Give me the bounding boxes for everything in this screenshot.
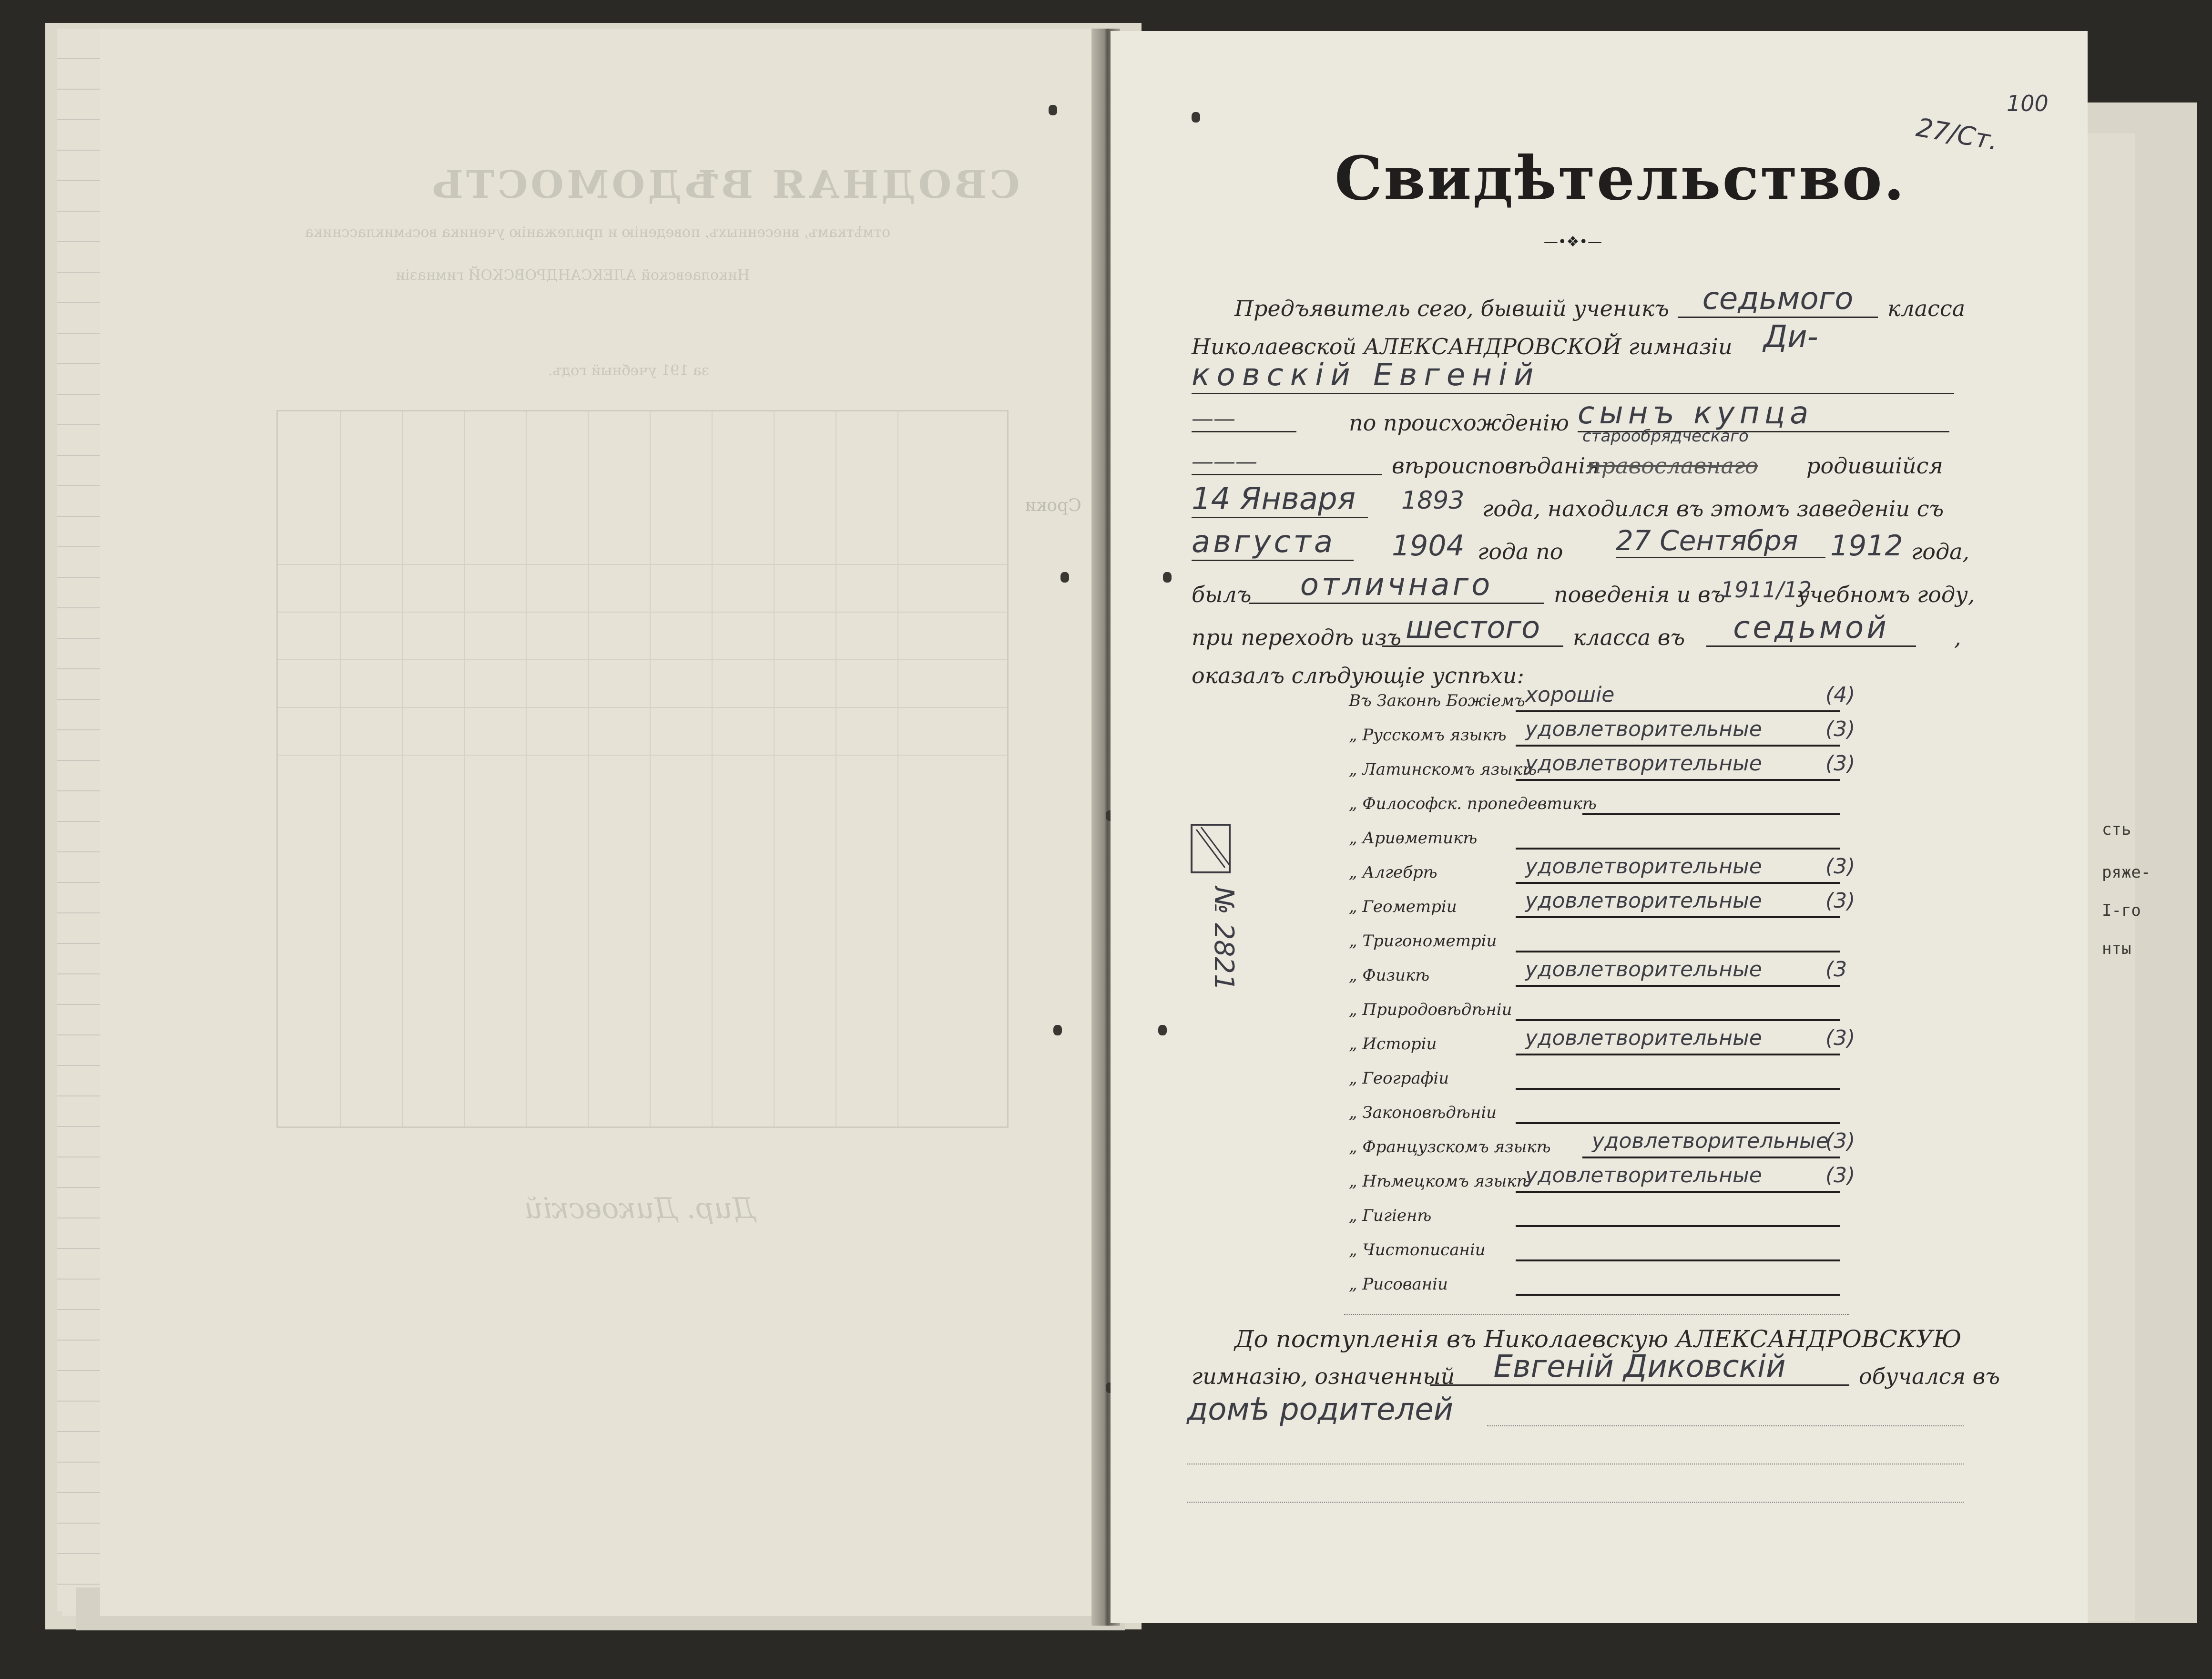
closing-l2-suffix: обучался въ [1859,1363,2000,1389]
ghost-line: отмѣткамъ, внесенныхъ, поведенію и прилежанію ученика восьмиклассника [305,224,891,241]
intro-l3-hand: ковскій Евгеній [1192,358,1954,394]
stamp-mark [1187,820,1234,877]
subject-grade: удовлетворительные [1525,1163,1762,1188]
subject-label: „ Физикѣ [1349,966,1430,985]
subject-label: „ Французскомъ языкѣ [1349,1137,1551,1157]
certificate-title: Свидѣтельство. [1335,143,1906,214]
subject-mark: (3) [1825,717,1855,741]
intro-l1-suffix: класса [1887,296,1966,321]
intro-l5-mid: вѣроисповѣданія [1392,453,1600,479]
intro-l5-above: старообрядческаго [1582,427,1749,446]
subject-label: „ Философск. пропедевтикѣ [1349,794,1597,813]
ghost-title: СВОДНАЯ ВѢДОМОСТЬ [429,162,1020,207]
intro-l6-hand: 14 Января [1192,481,1368,518]
intro-l8-prefix: былъ [1192,582,1252,607]
intro-l1-hand: седьмого [1678,281,1878,318]
subject-mark: (3) [1825,854,1855,879]
binding-hole [1158,1025,1167,1035]
intro-l4-mid: по происхожденію [1349,410,1569,436]
subject-grade-line [1516,1294,1840,1296]
subject-label: „ Гигіенѣ [1349,1206,1432,1225]
subject-mark: (3) [1825,889,1855,913]
subject-label: „ Рисованіи [1349,1275,1448,1294]
subject-label: Въ Законѣ Божіемъ [1349,691,1525,710]
subject-grade: удовлетворительные [1525,1026,1762,1050]
dotted-line [1344,1314,1849,1315]
title-ornament: —•❖•— [1543,234,1602,250]
margin-fragment: ряже- [2102,863,2151,882]
intro-l7-year2: 1912 [1830,529,1903,563]
closing-l2-prefix: гимназію, означенный [1192,1363,1455,1389]
subject-grade-line [1516,1259,1840,1261]
subject-grade-line [1516,745,1840,747]
subject-mark: (3) [1825,1129,1855,1153]
subject-grade-line [1516,1122,1840,1124]
subject-label: „ Алгебрѣ [1349,863,1437,882]
subject-grade-line [1516,1225,1840,1227]
intro-l7-hand2: 27 Сентября [1616,524,1825,558]
intro-l7-hand1: августа [1192,524,1354,561]
subject-label: „ Русскомъ языкѣ [1349,726,1507,745]
closing-l2-hand: Евгеній Диковскій [1430,1349,1849,1386]
subject-grade-line [1516,882,1840,884]
closing-l1: До поступленія въ Николаевскую АЛЕКСАНДРОВСКУЮ [1234,1325,1962,1353]
subject-grade: удовлетворительные [1525,957,1762,982]
subject-grade: удовлетворительные [1525,889,1762,913]
subject-label: „ Чистописаніи [1349,1240,1486,1259]
subject-grade-line [1516,779,1840,781]
subject-mark: (4) [1825,683,1855,707]
subject-grade: удовлетворительные [1525,854,1762,879]
intro-l10: оказалъ слѣдующіе успѣхи: [1192,663,1524,688]
subject-grade-line [1516,1088,1840,1090]
binding-hole [1192,112,1200,123]
subject-mark: (3 [1825,957,1847,982]
subject-label: „ Природовѣдѣніи [1349,1000,1512,1019]
intro-l6-suffix: года, находился въ этомъ заведеніи съ [1482,496,1944,522]
intro-l2-prefix: Николаевской АЛЕКСАНДРОВСКОЙ гимназіи [1192,334,1733,359]
subject-grade-line [1516,1191,1840,1193]
intro-l2-hand: Ди- [1763,319,1818,355]
intro-l8-year: 1911/12 [1721,577,1812,603]
subject-label: „ Ариѳметикѣ [1349,829,1478,848]
subject-grade-line [1516,916,1840,918]
subject-label: „ Законовѣдѣніи [1349,1103,1497,1122]
intro-l1-prefix: Предъявитель сего, бывшій ученикъ [1234,296,1669,321]
intro-l8-hand: отличнаго [1249,567,1544,604]
subject-mark: (3) [1825,1163,1855,1188]
subject-grade-line [1516,1054,1840,1055]
subject-label: „ Нѣмецкомъ языкѣ [1349,1172,1531,1191]
binding-hole [1053,1025,1062,1035]
subject-grade-line [1516,710,1840,712]
reference-note: 27/Ст. [1914,112,2001,156]
margin-fragment: нты [2102,939,2131,958]
subject-grade-line [1582,1157,1840,1158]
intro-l8-mid: поведенія и въ [1554,582,1725,607]
ghost-table [276,410,1009,1128]
ghost-signature: Дир. Диковскій [524,1192,756,1225]
page-number: 100 [2007,91,2049,116]
ghost-side-word: Сроки [1025,496,1081,515]
ghost-line: за 191 учебный годъ. [548,362,710,379]
subject-grade-line [1516,985,1840,987]
ghost-line: Николаевской АЛЕКСАНДРОВСКОЙ гимназіи [396,267,750,284]
binding-hole [1060,572,1069,583]
dotted-line [1487,1425,1964,1426]
subject-grade: хорошіе [1525,683,1615,707]
intro-l9-prefix: при переходѣ изъ [1192,625,1402,650]
margin-fragment: сть [2102,820,2131,839]
intro-l5-struck: православнаго [1587,453,1758,479]
intro-l7-mid: года по [1478,539,1563,564]
intro-l9-hand1: шестого [1382,610,1563,647]
subject-grade: удовлетворительные [1525,751,1762,776]
subject-grade: удовлетворительные [1525,717,1762,741]
subject-label: „ Тригонометріи [1349,932,1497,951]
closing-l3-hand: домѣ родителей [1187,1392,1454,1427]
intro-l4-hand: сынъ купца [1578,396,1949,432]
subject-grade-line [1582,813,1840,815]
intro-l5-suffix: родившійся [1806,453,1943,479]
binding-hole [1163,572,1172,583]
subject-grade-line [1516,1019,1840,1021]
dotted-line [1187,1502,1964,1503]
subject-mark: (3) [1825,751,1855,776]
subject-grade: удовлетворительные [1592,1129,1829,1153]
margin-fragment: I-го [2102,901,2141,920]
intro-l4-dash: —— [1192,405,1296,432]
subject-label: „ Географіи [1349,1069,1449,1088]
subject-label: „ Латинскомъ языкѣ [1349,760,1537,779]
stamp-number: № 2821 [1208,887,1239,991]
intro-l5-dash: ——— [1192,448,1382,475]
subject-grade-line [1516,848,1840,850]
intro-l9-suffix: , [1954,625,1961,650]
intro-l7-suffix: года, [1911,539,1970,564]
subject-label: „ Геометріи [1349,897,1457,916]
binding-hole [1049,105,1057,115]
intro-l8-suffix: учебномъ году, [1797,582,1975,607]
intro-l7-year1: 1904 [1392,529,1465,563]
subject-grade-line [1516,951,1840,952]
intro-l9-hand2: седьмой [1706,610,1916,647]
intro-l9-mid: класса въ [1573,625,1685,650]
intro-l6-year: 1893 [1401,486,1465,515]
subject-mark: (3) [1825,1026,1855,1050]
subject-label: „ Исторіи [1349,1034,1437,1054]
